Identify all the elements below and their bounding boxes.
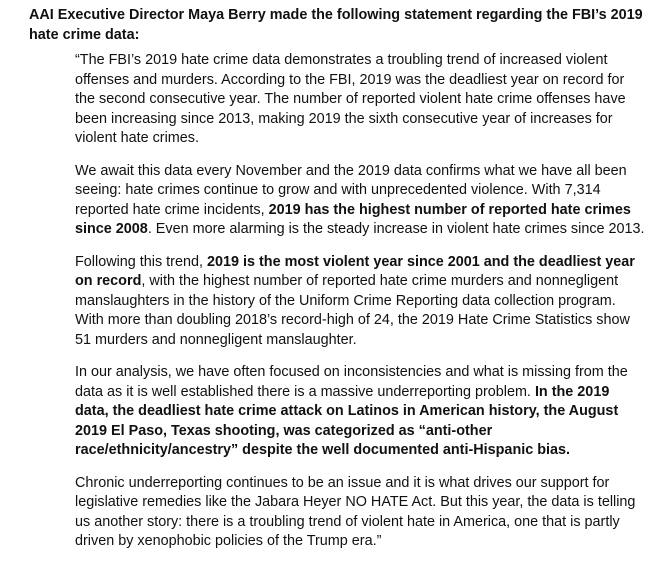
paragraph-2-text-a: We await this data every November and the 2019 data confirms what we have all been seeing: hate crimes continue to grow and with unprecedented violence. With 7,314 reported hate crime incidents, — [75, 162, 627, 218]
paragraph-2-text-c: . Even more alarming is the steady increase in violent hate crimes since 2013. — [147, 221, 645, 237]
statement-quote — [75, 51, 645, 565]
paragraph-3-text-a: Following this trend, — [75, 253, 207, 270]
paragraph-1: “The FBI’s 2019 hate crime data demonstrates a troubling trend of increased violent offenses and murders. According to the FBI, 2019 was the deadliest year on record for the second consecutive year. The number of reported violent hate crime offenses have been increasing since 2013, making 2019 the sixth consecutive year of increases for violent hate crimes. — [75, 52, 626, 146]
paragraph-2 — [75, 162, 645, 240]
paragraph-3 — [75, 253, 645, 351]
paragraph-2-bold: 2019 has the highest number of reported hate crimes since 2008 — [75, 201, 631, 237]
intro-statement: AAI Executive Director Maya Berry made the following statement regarding the FBI’s 2019 hate crime data: — [29, 7, 643, 43]
paragraph-4-bold: In the 2019 data, the deadliest hate crime attack on Latinos in American history, the August 2019 El Paso, Texas shooting, was categorized as “anti-other race/ethnicity/ancestry” despite the well documented anti-Hispanic bias. — [75, 383, 619, 458]
paragraph-3-text-c: , with the highest number of reported hate crime murders and nonnegligent manslaughters in the history of the Uniform Crime Reporting data collection program. With more than doubling 2018’s record-high of 24, the 2019 Hate Crime Statistics show 51 murders and nonnegligent manslaughter. — [75, 273, 630, 348]
paragraph-5: Chronic underreporting continues to be an issue and it is what drives our support for legislative remedies like the Jabara Heyer NO HATE Act. But this year, the data is telling us another story: there is a troubling trend of violent hate in America, one that is partly driven by xenophobic policies of the Trump era.” — [75, 474, 636, 549]
paragraph-3-bold: 2019 is the most violent year since 2001 and the deadliest year on record — [75, 253, 635, 289]
paragraph-4 — [75, 363, 645, 461]
paragraph-4-text-a: In our analysis, we have often focused on inconsistencies and what is missing from the data as it is well established there is a massive underreporting problem. — [75, 364, 628, 400]
